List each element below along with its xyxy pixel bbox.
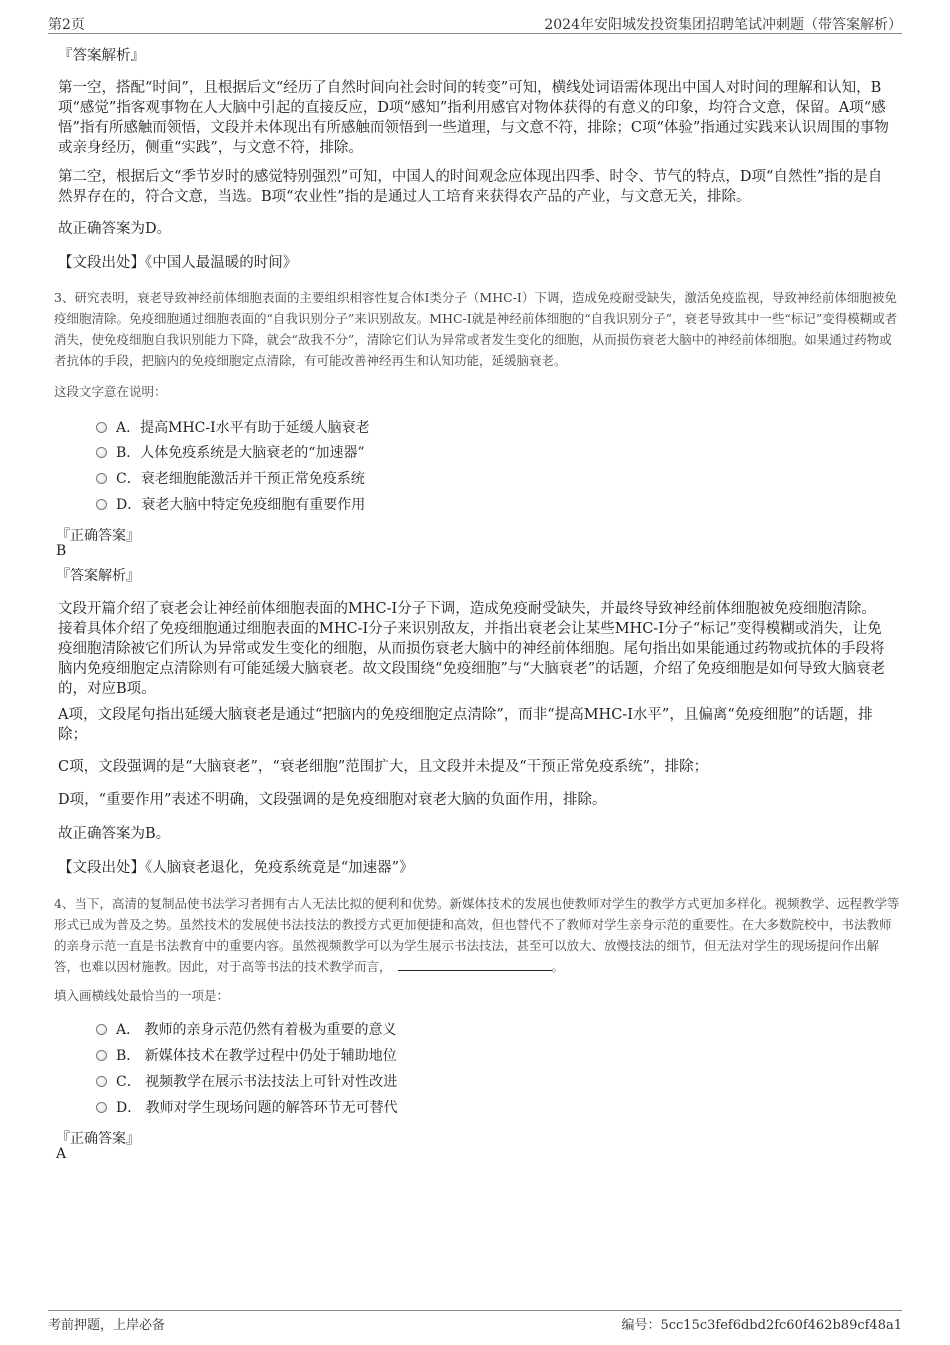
analysis-paragraph: D项，“重要作用”表述不明确，文段强调的是免疫细胞对衰老大脑的负面作用，排除。 [58,792,607,808]
option-label: D． 教师对学生现场问题的解答环节无可替代 [116,1100,398,1116]
option-label: A．提高MHC-I水平有助于延缓人脑衰老 [116,420,370,436]
question-passage [54,893,902,977]
option-c[interactable] [96,468,365,490]
correct-answer-title: 『正确答案』 [56,1131,140,1147]
footer-note: 考前押题，上岸必备 [48,1318,166,1333]
passage-end: 。 [551,959,565,974]
correct-answer: A [56,1146,67,1162]
document-title: 2024年安阳城发投资集团招聘笔试冲刺题（带答案解析） [544,17,902,33]
answer-conclusion: 故正确答案为B。 [58,826,171,842]
analysis-title: 『答案解析』 [56,568,140,584]
answer-conclusion: 故正确答案为D。 [58,221,172,237]
option-b[interactable] [96,442,365,464]
passage-source: 【文段出处】《人脑衰老退化，免疫系统竟是“加速器”》 [58,860,414,876]
option-c[interactable] [96,1071,397,1093]
radio-icon[interactable] [96,499,107,510]
option-label: B．人体免疫系统是大脑衰老的“加速器” [116,445,365,461]
footer-divider [48,1310,902,1311]
option-b[interactable] [96,1045,397,1067]
option-d[interactable] [96,1097,398,1119]
question-stem: 填入画横线处最恰当的一项是： [54,988,230,1003]
analysis-paragraph: C项，文段强调的是“大脑衰老”，“衰老细胞”范围扩大，且文段并未提及“干预正常免疫系统”，排除； [58,759,709,775]
question-passage: 3、研究表明，衰老导致神经前体细胞表面的主要组织相容性复合体I类分子（MHC-I）下调，造成免疫耐受缺失，激活免疫监视，导致神经前体细胞被免疫细胞清除。免疫细胞通过细胞表面的“自我识别分子”来识别敌友。MHC-I就是神经前体细胞的“自我识别分子”，衰老导致其中一些“标记”变得模糊或者消失，使免疫细胞自我识别能力下降，就会“敌我不分”，清除它们认为异常或者发生变化的细胞，从而损伤衰老大脑中的神经前体细胞。如果通过药物或者抗体的手段，把脑内的免疫细胞定点清除，有可能改善神经再生和认知功能，延缓脑衰老。 [54,290,898,368]
option-a[interactable] [96,1019,397,1041]
analysis-paragraph: 第二空，根据后文“季节岁时的感觉特别强烈”可知，中国人的时间观念应体现出四季、时令、节气的特点，D项“自然性”指的是自然界存在的，符合文意，当选。B项“农业性”指的是通过人工培育来获得农产品的产业，与文意无关，排除。 [58,169,883,205]
analysis-paragraph: 文段开篇介绍了衰老会让神经前体细胞表面的MHC-I分子下调，造成免疫耐受缺失，并最终导致神经前体细胞被免疫细胞清除。接着具体介绍了免疫细胞通过细胞表面的MHC-I分子来识别敌友，并指出衰老会让某些MHC-I分子“标记”变得模糊或消失，让免疫细胞清除被它们所认为异常或发生变化的细胞，从而损伤衰老大脑中的神经前体细胞。尾句指出如果能通过药物或抗体的手段将脑内免疫细胞定点清除则有可能延缓大脑衰老。故文段围绕“免疫细胞”与“大脑衰老”的话题，介绍了免疫细胞是如何导致大脑衰老的，对应B项。 [58,601,886,697]
analysis-paragraph: A项，文段尾句指出延缓大脑衰老是通过“把脑内的免疫细胞定点清除”，而非“提高MHC-I水平”，且偏离“免疫细胞”的话题，排除； [58,707,873,743]
option-a[interactable] [96,417,370,439]
document-code: 编号：5cc15c3fef6dbd2fc60f462b89cf48a1 [621,1318,902,1333]
analysis-paragraph: 第一空，搭配“时间”，且根据后文“经历了自然时间向社会时间的转变”可知，横线处词语需体现出中国人对时间的理解和认知，B项“感觉”指客观事物在人大脑中引起的直接反应，D项“感知”指利用感官对物体获得的有意义的印象，均符合文意，保留。A项“感悟”指有所感触而领悟，文段并未体现出有所感触而领悟到一些道理，与文意不符，排除；C项“体验”指通过实践来认识周围的事物或亲身经历，侧重“实践”，与文意不符，排除。 [58,80,889,156]
fill-blank [398,958,552,971]
option-d[interactable] [96,494,365,516]
option-label: C．衰老细胞能激活并干预正常免疫系统 [116,471,365,487]
radio-icon[interactable] [96,422,107,433]
radio-icon[interactable] [96,447,107,458]
radio-icon[interactable] [96,1076,107,1087]
option-label: C． 视频教学在展示书法技法上可针对性改进 [116,1074,398,1090]
radio-icon[interactable] [96,1102,107,1113]
option-label: A． 教师的亲身示范仍然有着极为重要的意义 [116,1022,397,1038]
passage-source: 【文段出处】《中国人最温暖的时间》 [58,255,298,271]
radio-icon[interactable] [96,1050,107,1061]
analysis-title: 『答案解析』 [58,48,145,64]
question-stem: 这段文字意在说明： [54,384,167,399]
option-label: B． 新媒体技术在教学过程中仍处于辅助地位 [116,1048,397,1064]
correct-answer-title: 『正确答案』 [56,528,140,544]
page-header [48,14,902,32]
correct-answer: B [56,543,67,559]
option-label: D．衰老大脑中特定免疫细胞有重要作用 [116,497,366,513]
passage-text: 4、当下，高清的复制品使书法学习者拥有古人无法比拟的便利和优势。新媒体技术的发展也使教师对学生的教学方式更加多样化。视频教学、远程教学等形式已成为普及之势。虽然技术的发展使书法技法的教授方式更加便捷和高效，但也替代不了教师对学生亲身示范的重要性。在大多数院校中，书法教师的亲身示范一直是书法教育中的重要内容。虽然视频教学可以为学生展示书法技法，甚至可以放大、放慢技法的细节，但无法对学生的现场提问作出解答，也难以因材施教。因此，对于高等书法的技术教学而言， [54,896,900,974]
radio-icon[interactable] [96,1024,107,1035]
header-divider [48,33,902,34]
radio-icon[interactable] [96,473,107,484]
page-number: 第2页 [48,17,85,33]
